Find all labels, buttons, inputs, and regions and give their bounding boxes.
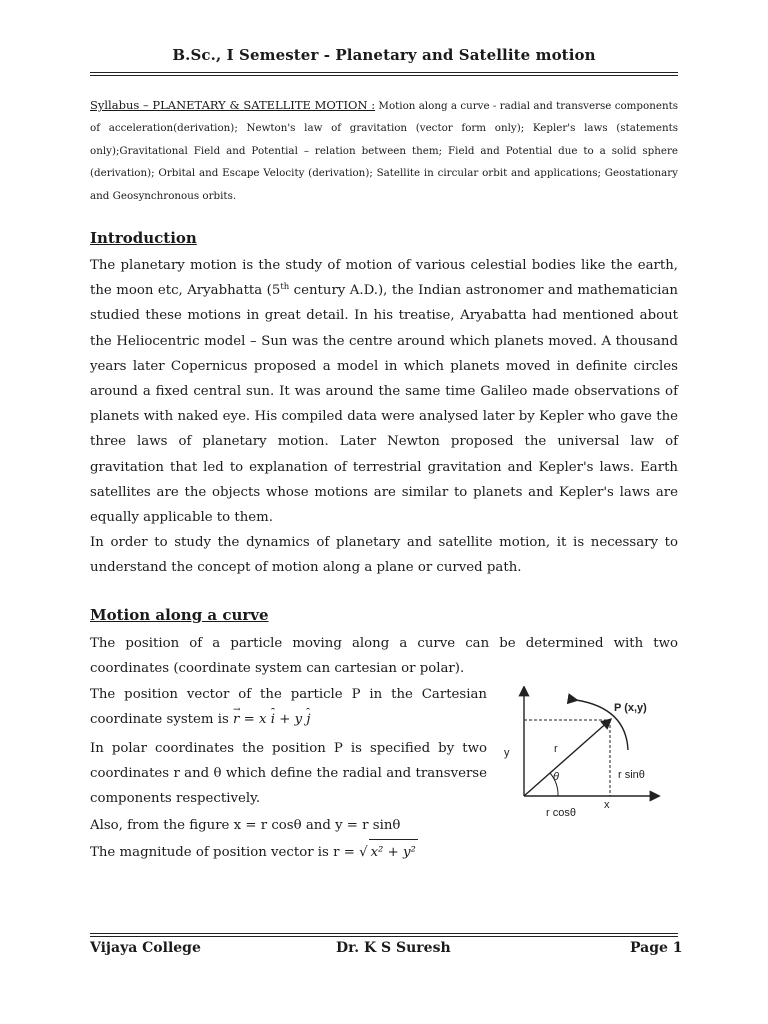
syllabus-paragraph (90, 94, 678, 207)
label-x: x (604, 799, 610, 811)
label-rsin: r sinθ (618, 769, 645, 781)
intro-text-b: century A.D.), the Indian astronomer and mathematician studied these motions in great detail. In his treatise, Aryabatta had mentioned about the Heliocentric model – Sun was the centre around which planets moved. A thousand years later Copernicus proposed a model in which planets moved in definite circles around a fixed central sun. It was around the same time Galileo made observations of planets with naked eye. His compiled data were analysed later by Kepler who gave the three laws of planetary motion. Later Newton proposed the universal law of gravitation that led to explanation of terrestrial gravitation and Kepler's laws. Earth satellites are the objects whose motions are similar to planets and Kepler's laws are equally applicable to them. (90, 283, 679, 526)
syllabus-lead: Syllabus – PLANETARY & SATELLITE MOTION : (90, 98, 376, 112)
intro-text-a: The planetary motion is the study of motion of various celestial bodies like the earth, the moon etc, Aryabhatta (5 (90, 258, 678, 299)
footer-author: Dr. K S Suresh (336, 940, 451, 956)
motion-paragraph-4: Also, from the figure x = r cosθ and y = r sinθ (90, 818, 401, 833)
introduction-paragraph (90, 253, 678, 530)
motion-p5-text: The magnitude of position vector is r = (90, 845, 355, 860)
label-theta: θ (553, 771, 559, 783)
eq-plus: + (275, 712, 295, 728)
footer-page-number: Page 1 (630, 940, 683, 956)
intro-sup: th (280, 282, 290, 293)
footer-divider (90, 936, 678, 937)
radius-vector (524, 720, 610, 796)
label-y: y (504, 747, 510, 759)
footer-college: Vijaya College (90, 940, 201, 956)
eq-y: y (294, 712, 303, 728)
motion-paragraph-3: In polar coordinates the position P is specified by two coordinates r and θ which define the radial and transverse components respectively. (90, 741, 487, 807)
magnitude-formula: √ x² + y² (359, 845, 418, 860)
motion-paragraph-1: The position of a particle moving along a curve can be determined with two coordinates (coordinate system can cartesian or polar). (90, 636, 678, 677)
motion-paragraph-2 (90, 682, 487, 732)
vec-r: → r (233, 707, 239, 732)
footer-divider-thin (90, 933, 678, 934)
header-divider (90, 72, 678, 73)
position-vector-equation (233, 712, 310, 727)
syllabus-text: Motion along a curve - radial and transverse components of acceleration(derivation); Newton's law of gravitation (vector form only); Kepler's laws (statements only);Gravitational Field and Potential – relation between them; Field and Potential due to a solid sphere (derivation); Orbital and Escape Velocity (derivation); Satellite in circular orbit and applications; Geostationary and Geosynchronous orbits. (90, 100, 679, 202)
unit-i: i (271, 707, 275, 732)
sqrt-radicand: x² + y² (369, 839, 418, 865)
page-header: B.Sc., I Semester - Planetary and Satellite motion (172, 46, 596, 64)
label-p: P (x,y) (614, 702, 647, 714)
introduction-paragraph-2: In order to study the dynamics of planetary and satellite motion, it is necessary to understand the concept of motion along a plane or curved path. (90, 535, 678, 576)
label-r: r (554, 743, 558, 755)
unit-j: j (306, 707, 310, 732)
motion-heading: Motion along a curve (90, 606, 269, 624)
position-diagram (498, 686, 668, 821)
motion-p2-text: The position vector of the particle P in the Cartesian coordinate system is (90, 687, 487, 728)
introduction-heading: Introduction (90, 229, 197, 247)
label-rcos: r cosθ (546, 807, 576, 819)
eq-x: x (259, 712, 267, 728)
motion-paragraph-5 (90, 839, 678, 865)
header-divider-thin (90, 75, 678, 76)
eq-equals: = (239, 712, 259, 728)
